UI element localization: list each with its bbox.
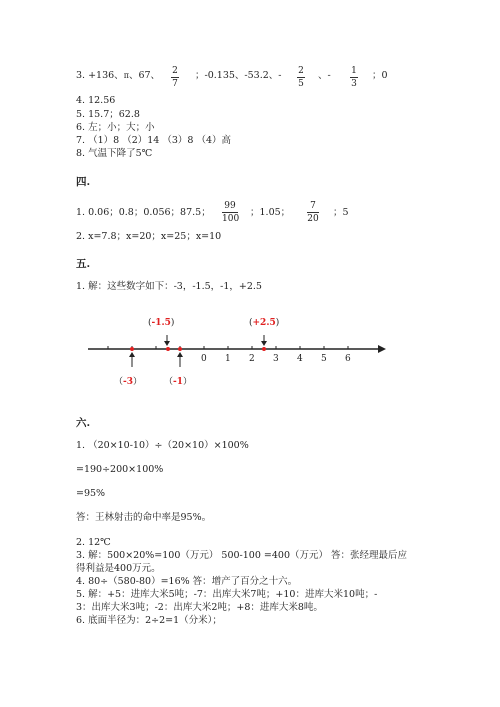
fraction-bar [307, 212, 319, 213]
point-neg1 [178, 347, 182, 351]
paren: ） [183, 377, 193, 387]
denominator: 100 [222, 214, 240, 224]
numerator: 7 [310, 201, 316, 211]
fraction-2-5 [297, 66, 305, 89]
denominator: 3 [351, 79, 357, 89]
value: -3 [123, 377, 134, 387]
point-pos2-5 [262, 347, 266, 351]
answer-4: 4. 12.56 [76, 95, 116, 106]
section6-l6a: 3. 解：500×20%=100（万元） 500-100 =400（万元） 答：张经理最后应 [76, 550, 408, 561]
paren: ） [133, 377, 143, 387]
paren: （ [114, 377, 124, 387]
arrowhead [164, 341, 170, 346]
tick-label-3: 3 [273, 354, 279, 364]
answer-7: 7. （1）8 （2）14 （3）8 （4）高 [76, 135, 231, 146]
fraction-bar [350, 77, 358, 78]
section4-q1-end: ；5 [333, 207, 349, 218]
answer-3-end: ；0 [372, 70, 388, 81]
text: 、67、 [128, 70, 161, 81]
answer-5: 5. 15.7；62.8 [76, 109, 140, 120]
fraction-99-100 [222, 201, 238, 224]
tick-label-1: 1 [225, 354, 231, 364]
fraction-bar [222, 212, 238, 213]
numerator: 2 [172, 66, 178, 76]
tick-label-2: 2 [249, 354, 255, 364]
section5-q1: 1. 解：这些数字如下：-3，-1.5，-1，+2.5 [76, 281, 262, 292]
tick-label-5: 5 [321, 354, 327, 364]
section6-l9: 6. 底面半径为：2÷2=1（分米）； [76, 615, 222, 626]
fraction-1-3 [350, 66, 358, 89]
section6-l8b: 3：出库大米3吨；-2：出库大米2吨；+8：进库大米8吨。 [76, 602, 323, 613]
numerator: 2 [298, 66, 304, 76]
text: 3. +136、 [76, 70, 124, 81]
section6-l6b: 得利益是400万元。 [76, 563, 161, 574]
numerator: 1 [351, 66, 357, 76]
label-below-neg1 [164, 374, 192, 387]
fraction-2-7 [171, 66, 179, 89]
axis-arrowhead [378, 345, 386, 353]
arrowhead [261, 341, 267, 346]
section4-q1-mid: ；1.05； [250, 207, 291, 218]
section6-l1: 1. （20×10-10）÷（20×10）×100% [76, 440, 249, 451]
section6-l3: =95% [76, 488, 106, 499]
fraction-7-20 [307, 201, 319, 224]
point-neg3 [130, 347, 134, 351]
paren: （ [164, 377, 174, 387]
fraction-bar [171, 77, 179, 78]
section6-l4: 答：王林射击的命中率是95%。 [76, 512, 212, 523]
numerator: 99 [224, 201, 236, 211]
section-title-6: 六. [76, 417, 91, 429]
tick-label-0: 0 [201, 354, 207, 364]
value: +2.5 [252, 318, 276, 328]
label-below-neg3 [114, 374, 142, 387]
pi-symbol: π [123, 71, 129, 80]
section6-l7: 4. 80÷（580-80）=16% 答：增产了百分之十六。 [76, 576, 298, 587]
denominator: 20 [307, 214, 319, 224]
answer-6: 6. 左；小；大；小 [76, 122, 155, 133]
tick-label-6: 6 [345, 354, 351, 364]
section6-l2: =190÷200×100% [76, 464, 164, 475]
label-above-neg1-5: (-1.5) [148, 318, 175, 328]
denominator: 7 [172, 79, 178, 89]
point-neg1-5 [166, 347, 170, 351]
section6-l5: 2. 12℃ [76, 537, 111, 548]
tick-label-4: 4 [297, 354, 303, 364]
answer-3-sep: 、- [318, 70, 331, 81]
answer-3-prefix [76, 70, 160, 82]
fraction-bar [297, 77, 305, 78]
arrowhead [129, 352, 135, 357]
section-title-4: 四. [76, 176, 91, 188]
label-above-pos2-5: (+2.5) [249, 318, 280, 328]
value: -1.5 [151, 318, 171, 328]
section4-q2: 2. x=7.8；x=20；x=25；x=10 [76, 231, 222, 242]
section6-l8a: 5. 解：+5：进库大米5吨；-7：出库大米7吨；+10：进库大米10吨；- [76, 589, 378, 600]
answer-8: 8. 气温下降了5℃ [76, 148, 153, 159]
section-title-5: 五. [76, 258, 91, 270]
denominator: 5 [298, 79, 304, 89]
section4-q1-prefix: 1. 0.06；0.8；0.056；87.5； [76, 207, 211, 218]
arrowhead [177, 352, 183, 357]
answer-3-middle: ；-0.135、-53.2、- [195, 70, 282, 81]
value: -1 [173, 377, 184, 387]
